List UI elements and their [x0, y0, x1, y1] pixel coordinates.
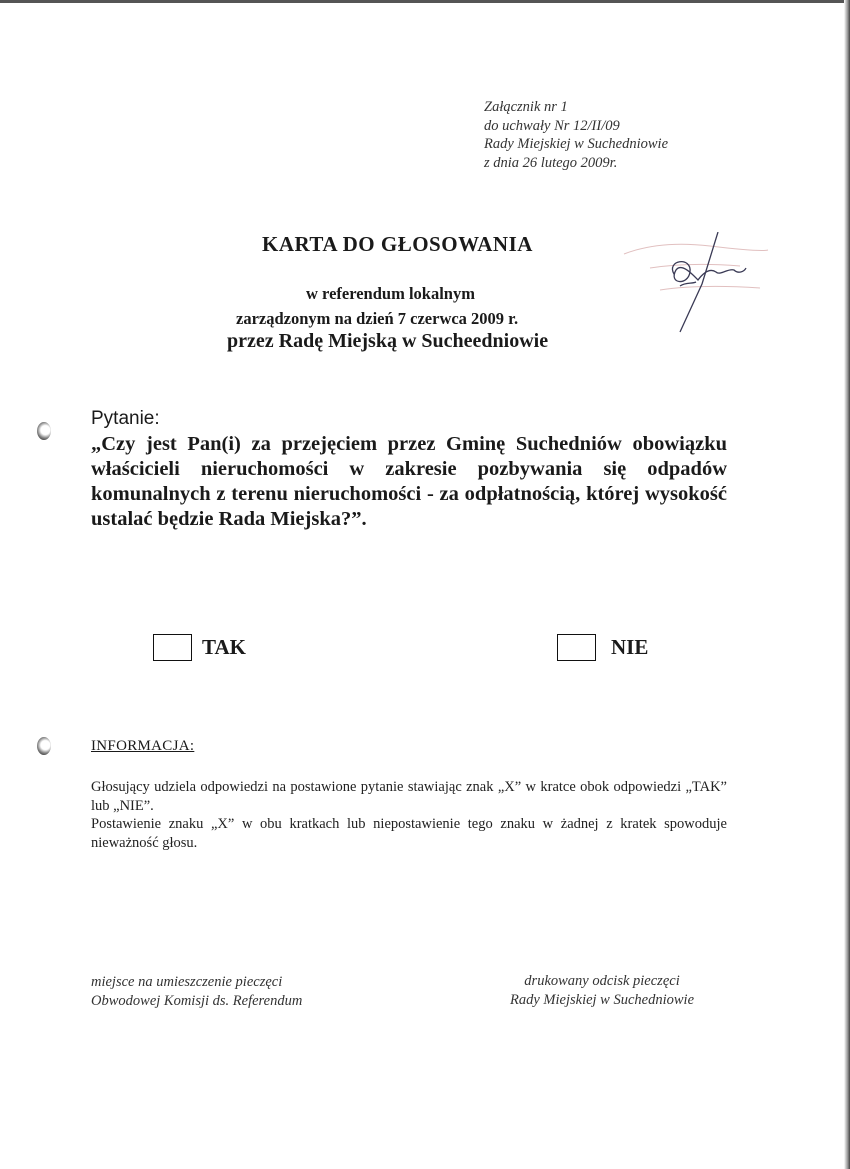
commission-stamp-placeholder: [91, 973, 302, 1010]
signature-graphic: [620, 232, 770, 342]
attachment-reference: [484, 98, 744, 172]
punch-hole-bottom: [37, 737, 51, 755]
attachment-line-1: Załącznik nr 1: [484, 99, 568, 115]
information-paragraph-2: Postawienie znaku „X” w obu kratkach lub niepostawienie tego znaku w żadnej z kratek spowoduje nieważność głosu.: [91, 816, 727, 851]
attachment-line-3: Rady Miejskiej w Suchedniowie: [484, 136, 669, 152]
yes-label: TAK: [202, 635, 246, 659]
scan-top-edge: [0, 0, 850, 3]
council-stamp-placeholder: [510, 972, 694, 1009]
attachment-line-4: z dnia 26 lutego 2009r.: [484, 154, 618, 171]
information-text: [91, 778, 727, 852]
ballot-title: KARTA DO GŁOSOWANIA: [262, 232, 533, 256]
yes-checkbox[interactable]: [153, 634, 192, 661]
information-heading: INFORMACJA:: [91, 738, 195, 754]
no-checkbox[interactable]: [557, 634, 596, 661]
scan-right-edge: [844, 0, 850, 1169]
footer-right-line-1: drukowany odcisk pieczęci: [524, 973, 680, 989]
footer-left-line-2: Obwodowej Komisji ds. Referendum: [91, 992, 303, 1009]
no-label: NIE: [611, 635, 649, 659]
subtitle-council: przez Radę Miejską w Sucheedniowie: [227, 330, 549, 352]
attachment-line-2: do uchwały Nr 12/II/09: [484, 117, 620, 134]
subtitle-date: zarządzonym na dzień 7 czerwca 2009 r.: [236, 309, 519, 328]
punch-hole-top: [37, 422, 51, 440]
footer-right-line-2: Rady Miejskiej w Suchedniowie: [510, 991, 695, 1008]
council-stamp-signature: [620, 232, 770, 342]
subtitle-referendum: w referendum lokalnym: [306, 284, 475, 303]
question-text: „Czy jest Pan(i) za przejęciem przez Gminę Suchedniów obowiązku właścicieli nieruchomości w zakresie pozbywania się odpadów komunalnych z terenu nieruchomości - za odpłatnością, której wysokość ustalać będzie Rada Miejska?”.: [91, 433, 727, 530]
information-paragraph-1: Głosujący udziela odpowiedzi na postawione pytanie stawiając znak „X” w kratce obok odpowiedzi „TAK” lub „NIE”.: [91, 779, 727, 814]
question-label: Pytanie:: [91, 408, 160, 429]
footer-left-line-1: miejsce na umieszczenie pieczęci: [91, 974, 283, 990]
